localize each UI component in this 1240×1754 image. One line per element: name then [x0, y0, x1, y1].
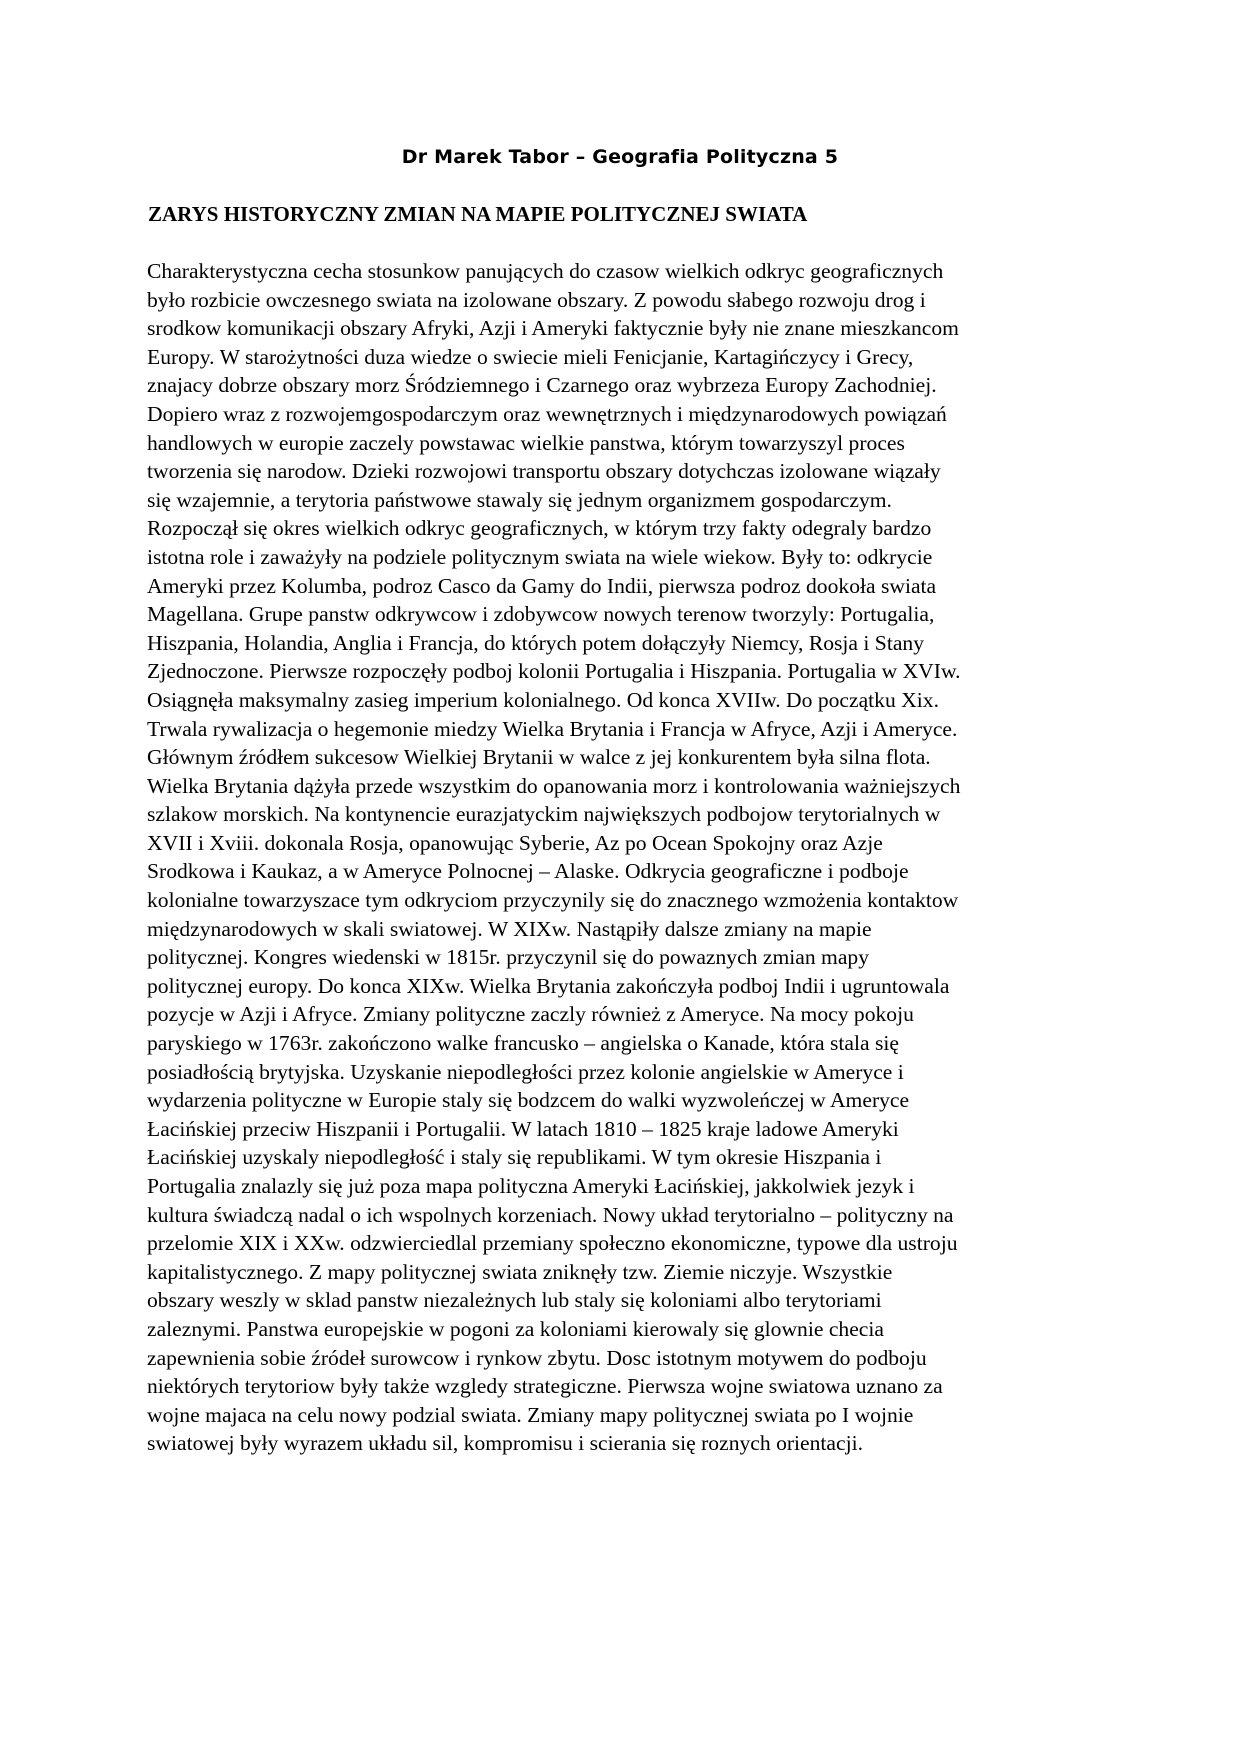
body-text-line: Magellana. Grupe panstw odkrywcow i zdobywcow nowych terenow tworzyly: Portugalia,: [147, 602, 935, 627]
body-text-line: Rozpoczął się okres wielkich odkryc geograficznych, w którym trzy fakty odegraly bardzo: [147, 516, 932, 541]
body-text-line: wydarzenia polityczne w Europie staly się bodzcem do walki wyzwoleńczej w Ameryce: [147, 1088, 910, 1113]
body-text-line: Osiągnęła maksymalny zasieg imperium kolonialnego. Od konca XVIIw. Do początku Xix.: [147, 687, 939, 712]
body-text-line: Łacińskiej przeciw Hiszpanii i Portugalii. W latach 1810 – 1825 kraje ladowe Ameryki: [147, 1116, 899, 1141]
body-text-line: istotna role i zaważyły na podziele politycznym swiata na wiele wiekow. Były to: odkrycie: [147, 544, 933, 569]
body-text-line: zapewnienia sobie źródeł surowcow i rynkow zbytu. Dosc istotnym motywem do podboju: [147, 1345, 927, 1370]
body-text-line: niektórych terytoriow były także wzgledy strategiczne. Pierwsza wojne swiatowa uznano za: [147, 1374, 943, 1399]
body-text-line: Portugalia znalazly się już poza mapa polityczna Ameryki Łacińskiej, jakkolwiek jezyk i: [147, 1174, 915, 1198]
body-text-line: pozycje w Azji i Afryce. Zmiany polityczne zaczly również z Ameryce. Na mocy pokoju: [147, 1002, 914, 1027]
body-text-line: Zjednoczone. Pierwsze rozpoczęły podboj kolonii Portugalia i Hiszpania. Portugalia w XVIw.: [147, 659, 961, 684]
body-text-line: Wielka Brytania dążyła przede wszystkim do opanowania morz i kontrolowania ważniejszych: [147, 773, 961, 798]
body-text-line: się wzajemnie, a terytoria państwowe stawaly się jednym organizmem gospodarczym.: [147, 487, 892, 512]
body-text-line: Srodkowa i Kaukaz, a w Ameryce Polnocnej – Alaske. Odkrycia geograficzne i podboje: [147, 859, 909, 884]
body-text-line: XVII i Xviii. dokonala Rosja, opanowując Syberie, Az po Ocean Spokojny oraz Azje: [147, 830, 883, 855]
body-text-line: było rozbicie owczesnego swiata na izolowane obszary. Z powodu słabego rozwoju drog i: [147, 287, 926, 312]
body-text-line: szlakow morskich. Na kontynencie eurazjatyckim największych podbojow terytorialnych w: [147, 802, 941, 827]
body-text-line: Łacińskiej uzyskaly niepodległość i staly się republikami. W tym okresie Hiszpania i: [147, 1145, 882, 1170]
body-text-line: zaleznymi. Panstwa europejskie w pogoni za koloniami kierowaly się glownie checia: [147, 1316, 884, 1341]
body-text-line: paryskiego w 1763r. zakończono walke francusko – angielska o Kanade, która stala się: [147, 1031, 899, 1056]
body-text-line: posiadłością brytyjska. Uzyskanie niepodległości przez kolonie angielskie w Ameryce i: [147, 1059, 904, 1084]
body-text-line: kapitalistycznego. Z mapy politycznej swiata zniknęły tzw. Ziemie niczyje. Wszystkie: [147, 1259, 893, 1284]
body-text-line: handlowych w europie zaczely powstawac wielkie panstwa, którym towarzyszyl proces: [147, 430, 905, 455]
body-text-line: obszary weszly w sklad panstw niezależnych lub staly się koloniami albo terytoriami: [147, 1288, 882, 1313]
body-text-line: kolonialne towarzyszace tym odkryciom przyczynily się do znacznego wzmożenia kontaktow: [147, 888, 959, 913]
body-text-line: swiatowej były wyrazem układu sil, kompromisu i scierania się roznych orientacji.: [147, 1431, 863, 1456]
body-text-line: Charakterystyczna cecha stosunkow panujących do czasow wielkich odkryc geograficznych: [147, 259, 944, 283]
document-title: ZARYS HISTORYCZNY ZMIAN NA MAPIE POLITYCZNEJ SWIATA: [148, 202, 808, 226]
body-text-line: Europy. W starożytności duza wiedze o swiecie mieli Fenicjanie, Kartagińczycy i Grecy,: [147, 344, 914, 369]
body-text-line: Trwala rywalizacja o hegemonie miedzy Wielka Brytania i Francja w Afryce, Azji i Ameryce.: [147, 716, 958, 741]
body-text-line: srodkow komunikacji obszary Afryki, Azji i Ameryki faktycznie były nie znane mieszkancom: [147, 316, 959, 341]
body-text-line: politycznej. Kongres wiedenski w 1815r. przyczynil się do powaznych zmian mapy: [147, 945, 869, 970]
body-paragraph: [147, 257, 1097, 1458]
body-text-line: międzynarodowych w skali swiatowej. W XIXw. Nastąpiły dalsze zmiany na mapie: [147, 916, 872, 941]
body-text-line: Ameryki przez Kolumba, podroz Casco da Gamy do Indii, pierwsza podroz dookoła swiata: [147, 573, 937, 598]
body-text-line: wojne majaca na celu nowy podzial swiata. Zmiany mapy politycznej swiata po I wojnie: [147, 1402, 914, 1427]
body-text-line: Hiszpania, Holandia, Anglia i Francja, do których potem dołączyły Niemcy, Rosja i Stany: [147, 630, 924, 655]
page-header: Dr Marek Tabor – Geografia Polityczna 5: [401, 146, 839, 168]
body-text-line: politycznej europy. Do konca XIXw. Wielka Brytania zakończyła podboj Indii i ugruntowala: [147, 973, 950, 998]
body-text-line: Głównym źródłem sukcesow Wielkiej Brytanii w walce z jej konkurentem była silna flota.: [147, 745, 931, 770]
body-text-line: tworzenia się narodow. Dzieki rozwojowi transportu obszary dotychczas izolowane wiązały: [147, 459, 941, 484]
body-text-line: znajacy dobrze obszary morz Śródziemnego i Czarnego oraz wybrzeza Europy Zachodniej.: [147, 373, 937, 398]
body-text-line: Dopiero wraz z rozwojemgospodarczym oraz wewnętrznych i międzynarodowych powiązań: [147, 401, 947, 426]
body-text-line: kultura świadczą nadal o ich wspolnych korzeniach. Nowy układ terytorialno – polityczny na: [147, 1202, 954, 1227]
body-text-line: przelomie XIX i XXw. odzwierciedlal przemiany społeczno ekonomiczne, typowe dla ustroju: [147, 1231, 958, 1256]
